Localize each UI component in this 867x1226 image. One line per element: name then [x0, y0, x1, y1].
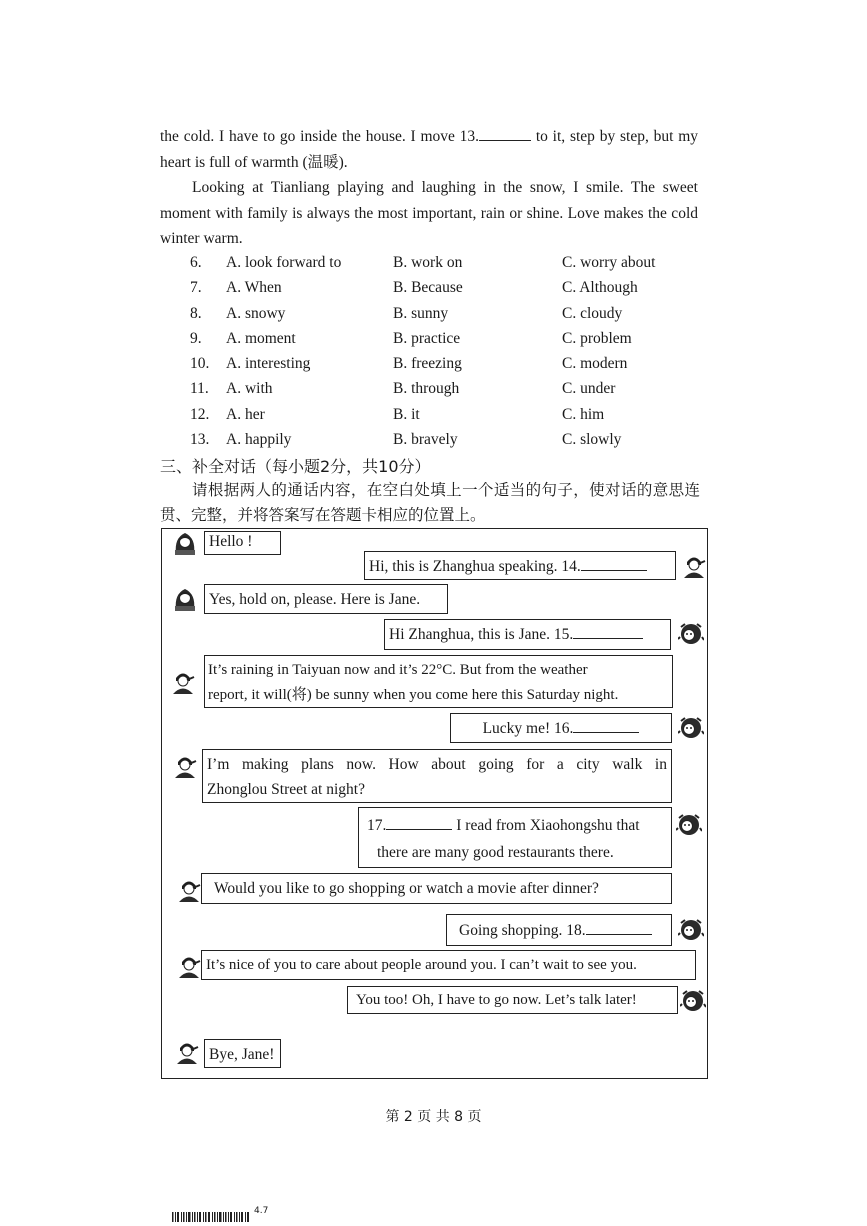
option-c[interactable]: C. problem — [562, 329, 632, 347]
dialog-bubble-right: You too! Oh, I have to go now. Let’s talk later! — [347, 986, 678, 1014]
option-b[interactable]: B. freezing — [393, 355, 462, 373]
option-row: 9. A. moment B. practice C. problem — [160, 326, 700, 351]
option-row: 8. A. snowy B. sunny C. cloudy — [160, 301, 700, 326]
passage-paragraph-2: Looking at Tianliang playing and laughing in the snow, I smile. The sweet moment with family is always the most important, rain or shine. Love makes the cold winter warm. — [160, 179, 698, 247]
option-b[interactable]: B. work on — [393, 254, 463, 271]
man-avatar-icon — [170, 668, 196, 694]
barcode-icon — [172, 1212, 250, 1222]
option-a[interactable]: A. interesting — [226, 355, 311, 373]
option-b[interactable]: B. practice — [393, 329, 461, 347]
option-a[interactable]: A. with — [226, 380, 273, 398]
option-row: 12. A. her B. it C. him — [160, 402, 700, 427]
man-avatar-icon — [681, 552, 707, 578]
options-list — [160, 250, 700, 452]
dialog-bubble-left: It’s raining in Taiyuan now and it’s 22°C. But from the weather report, it will(将) be sunny when you come here this Saturday night. — [204, 655, 673, 708]
dialog-bubble-right: Hi Zhanghua, this is Jane. 15. — [384, 619, 671, 650]
option-b[interactable]: B. Because — [393, 279, 463, 297]
dialog-bubble-left: Yes, hold on, please. Here is Jane. — [204, 584, 448, 614]
passage-text: to it, step by step, but my heart is full of warmth (温暖). — [160, 128, 699, 171]
dialog-bubble-left: Would you like to go shopping or watch a movie after dinner? — [201, 873, 672, 904]
passage-paragraph-1 — [160, 124, 698, 175]
blank-15[interactable] — [573, 624, 643, 639]
dialog-bubble-right: Lucky me! 16. — [450, 713, 672, 743]
girl-avatar-icon — [678, 917, 704, 943]
man-avatar-icon — [176, 876, 202, 902]
woman-avatar-icon — [172, 586, 198, 612]
man-avatar-icon — [172, 752, 198, 778]
blank-18[interactable] — [586, 920, 652, 935]
option-b[interactable]: B. bravely — [393, 431, 458, 449]
option-a[interactable]: A. When — [226, 279, 282, 297]
blank-16[interactable] — [573, 718, 639, 733]
man-avatar-icon — [176, 952, 202, 978]
page-number: 第 2 页 共 8 页 — [385, 1109, 482, 1125]
option-a[interactable]: A. moment — [226, 329, 296, 347]
option-a[interactable]: A. her — [226, 405, 265, 423]
option-a[interactable]: A. look forward to — [226, 254, 342, 271]
option-c[interactable]: C. Although — [562, 279, 638, 297]
blank-14[interactable] — [581, 556, 647, 571]
option-a[interactable]: A. snowy — [226, 304, 286, 322]
option-a[interactable]: A. happily — [226, 431, 292, 449]
option-b[interactable]: B. through — [393, 380, 460, 398]
dialog-bubble-left: I’m making plans now. How about going for a city walk in Zhonglou Street at night? — [202, 749, 672, 803]
passage-text: the cold. I have to go inside the house. I move 13. — [160, 128, 480, 145]
dialog-bubble-right: Hi, this is Zhanghua speaking. 14. — [364, 551, 676, 580]
option-row: 7. A. When B. Because C. Although — [160, 275, 700, 300]
woman-avatar-icon — [172, 530, 198, 556]
option-c[interactable]: C. under — [562, 380, 616, 398]
option-c[interactable]: C. modern — [562, 355, 628, 373]
option-c[interactable]: C. slowly — [562, 431, 622, 449]
man-avatar-icon — [174, 1038, 200, 1064]
girl-avatar-icon — [678, 621, 704, 647]
option-row: 11. A. with B. through C. under — [160, 376, 700, 401]
option-row: 6. A. look forward to B. work on C. worry about — [160, 250, 700, 275]
blank-13[interactable] — [479, 126, 531, 141]
girl-avatar-icon — [676, 812, 702, 838]
section-title: 三、补全对话（每小题2分，共10分） — [160, 457, 431, 476]
girl-avatar-icon — [680, 988, 706, 1014]
dialog-bubble-left: Bye, Jane! — [204, 1039, 281, 1068]
blank-17[interactable] — [386, 815, 452, 830]
dialog-bubble-right: Going shopping. 18. — [446, 914, 672, 946]
option-row: 13. A. happily B. bravely C. slowly — [160, 427, 700, 452]
option-b[interactable]: B. sunny — [393, 304, 449, 322]
dialog-bubble-right: 17. I read from Xiaohongshu that there are many good restaurants there. — [358, 807, 672, 868]
dialog-bubble-left: Hello ! — [204, 531, 281, 555]
girl-avatar-icon — [678, 715, 704, 741]
option-c[interactable]: C. him — [562, 405, 605, 423]
option-b[interactable]: B. it — [393, 405, 420, 423]
option-c[interactable]: C. worry about — [562, 254, 656, 271]
section-instruction: 请根据两人的通话内容，在空白处填上一个适当的句子，使对话的意思连贯、完整，并将答案写在答题卡相应的位置上。 — [160, 481, 700, 524]
option-c[interactable]: C. cloudy — [562, 304, 623, 322]
dialog-bubble-left: It’s nice of you to care about people around you. I can’t wait to see you. — [201, 950, 696, 980]
barcode-label: 4.7 — [254, 1206, 269, 1216]
option-row: 10. A. interesting B. freezing C. modern — [160, 351, 700, 376]
